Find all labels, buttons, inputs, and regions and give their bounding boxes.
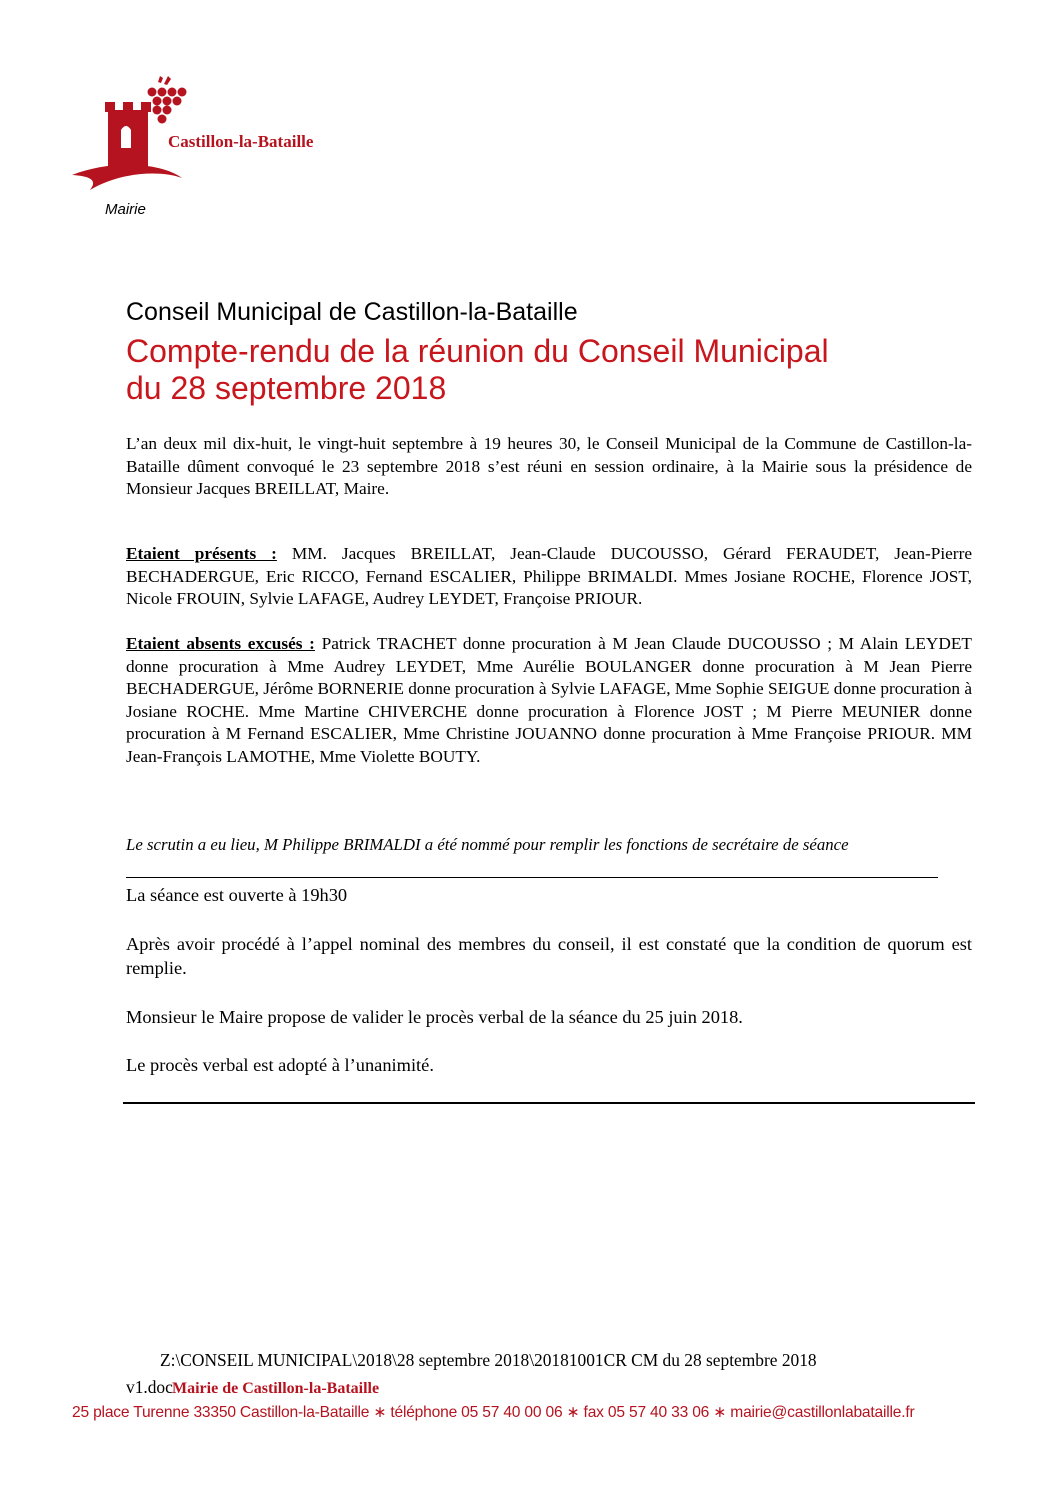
absents-list: Patrick TRACHET donne procuration à M Jean Claude DUCOUSSO ; M Alain LEYDET donne procuration à Mme Audrey LEYDET, Mme Aurélie BOULANGER donne procuration à M Jean Pierre BECHADERGUE, Jérôme BORNERIE donne procuration à Sylvie LAFAGE, Mme Sophie SEIGUE donne procuration à Josiane ROCHE. Mme Martine CHIVERCHE donne procuration à Florence JOST ; M Pierre MEUNIER donne procuration à M Fernand ESCALIER, Mme Christine JOUANNO donne procuration à Mme Françoise PRIOUR. MM Jean-François LAMOTHE, Mme Violette BOUTY. — [126, 634, 972, 766]
report-title — [126, 333, 829, 407]
session-opened: La séance est ouverte à 19h30 — [126, 885, 348, 905]
report-title-line-2: du 28 septembre 2018 — [126, 370, 447, 406]
council-heading: Conseil Municipal de Castillon-la-Bataille — [126, 298, 578, 326]
presents-list: MM. Jacques BREILLAT, Jean-Claude DUCOUSSO, Gérard FERAUDET, Jean-Pierre BECHADERGUE, Eric RICCO, Fernand ESCALIER, Philippe BRIMALDI. Mmes Josiane ROCHE, Florence JOST, Nicole FROUIN, Sylvie LAFAGE, Audrey LEYDET, Françoise PRIOUR. — [126, 544, 972, 609]
file-path-line-2: v1.doc — [126, 1377, 173, 1397]
absents-paragraph — [126, 633, 972, 769]
town-logo — [70, 70, 390, 230]
proposal-paragraph: Monsieur le Maire propose de valider le procès verbal de la séance du 25 juin 2018. — [126, 1007, 743, 1027]
presents-label: Etaient présents : — [126, 544, 277, 563]
footer-address: 25 place Turenne 33350 Castillon-la-Bataille ∗ téléphone 05 57 40 00 06 ∗ fax 05 57 40 33 06 ∗ mairie@castillonlabataille.fr — [72, 1404, 915, 1421]
quorum-paragraph: Après avoir procédé à l’appel nominal des membres du conseil, il est constaté que la condition de quorum est remplie. — [126, 934, 972, 978]
report-title-line-1: Compte-rendu de la réunion du Conseil Municipal — [126, 333, 829, 369]
absents-label: Etaient absents excusés : — [126, 634, 315, 653]
adopted-paragraph: Le procès verbal est adopté à l’unanimité. — [126, 1055, 434, 1075]
secretary-line: Le scrutin a eu lieu, M Philippe BRIMALDI a été nommé pour remplir les fonctions de secrétaire de séance — [126, 835, 849, 854]
divider-thick — [123, 1102, 975, 1104]
intro-paragraph: L’an deux mil dix-huit, le vingt-huit septembre à 19 heures 30, le Conseil Municipal de la Commune de Castillon-la-Bataille dûment convoqué le 23 septembre 2018 s’est réuni en session ordinaire, à la Mairie sous la présidence de Monsieur Jacques BREILLAT, Maire. — [126, 434, 972, 499]
divider-thin — [126, 877, 938, 878]
logo-subtitle: Mairie — [105, 201, 146, 218]
logo-town-name: Castillon-la-Bataille — [168, 132, 314, 151]
file-path-line-1: Z:\CONSEIL MUNICIPAL\2018\28 septembre 2018\20181001CR CM du 28 septembre 2018 — [160, 1350, 817, 1370]
footer-organization: Mairie de Castillon-la-Bataille — [172, 1380, 380, 1397]
presents-paragraph — [126, 543, 972, 611]
